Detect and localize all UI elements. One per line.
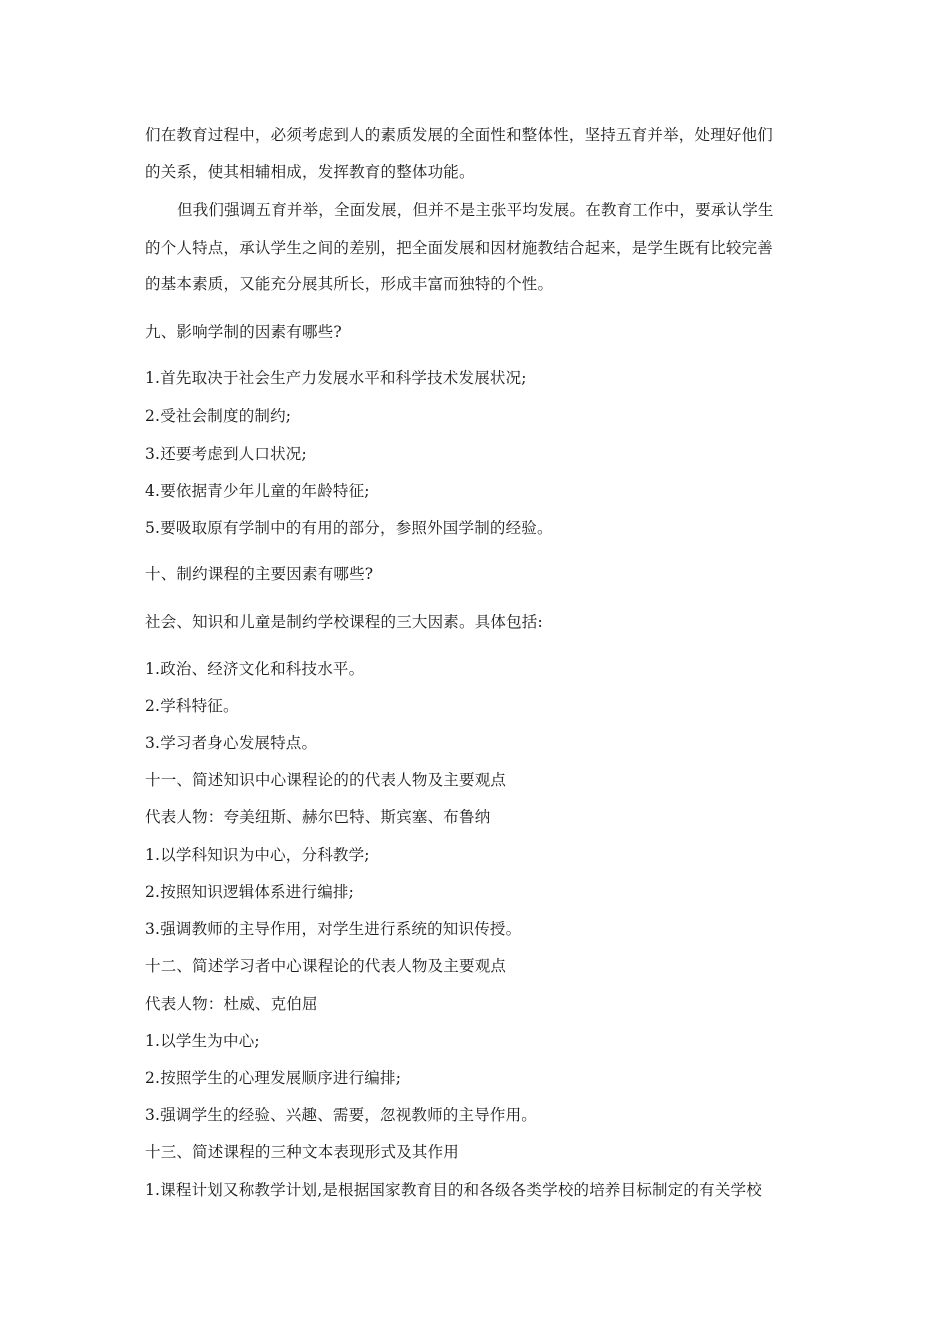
list-item: 1.以学生为中心;: [145, 1032, 260, 1050]
paragraph-line: 的个人特点，承认学生之间的差别，把全面发展和因材施教结合起来，是学生既有比较完善: [145, 239, 774, 257]
paragraph-line: 但我们强调五育并举，全面发展，但并不是主张平均发展。在教育工作中，要承认学生: [177, 201, 774, 219]
list-item: 2.按照学生的心理发展顺序进行编排;: [145, 1069, 402, 1087]
list-item: 2.按照知识逻辑体系进行编排;: [145, 883, 355, 901]
paragraph-line: 社会、知识和儿童是制约学校课程的三大因素。具体包括:: [145, 613, 543, 631]
list-item: 3.强调学生的经验、兴趣、需要，忽视教师的主导作用。: [145, 1106, 537, 1124]
list-item: 3.强调教师的主导作用，对学生进行系统的知识传授。: [145, 920, 522, 938]
list-item: 2.学科特征。: [145, 697, 239, 715]
list-item: 5.要吸取原有学制中的有用的部分，参照外国学制的经验。: [145, 519, 553, 537]
list-item: 2.受社会制度的制约;: [145, 407, 292, 425]
section-heading: 九、影响学制的因素有哪些?: [145, 323, 342, 341]
list-item: 3.还要考虑到人口状况;: [145, 445, 307, 463]
section-heading: 十一、简述知识中心课程论的的代表人物及主要观点: [145, 771, 507, 789]
paragraph-line: 的关系，使其相辅相成，发挥教育的整体功能。: [145, 163, 475, 181]
paragraph-line: 1.课程计划又称教学计划,是根据国家教育目的和各级各类学校的培养目标制定的有关学校: [145, 1181, 762, 1199]
paragraph-line: 代表人物：夸美纽斯、赫尔巴特、斯宾塞、布鲁纳: [145, 808, 491, 826]
paragraph-line: 代表人物：杜威、克伯屈: [145, 995, 318, 1013]
list-item: 3.学习者身心发展特点。: [145, 734, 318, 752]
list-item: 1.以学科知识为中心，分科教学;: [145, 846, 370, 864]
section-heading: 十二、简述学习者中心课程论的代表人物及主要观点: [145, 957, 507, 975]
list-item: 1.首先取决于社会生产力发展水平和科学技术发展状况;: [145, 369, 527, 387]
paragraph-line: 们在教育过程中，必须考虑到人的素质发展的全面性和整体性，坚持五育并举，处理好他们: [145, 126, 774, 144]
section-heading: 十三、简述课程的三种文本表现形式及其作用: [145, 1143, 460, 1161]
list-item: 1.政治、经济文化和科技水平。: [145, 660, 365, 678]
paragraph-line: 的基本素质，又能充分展其所长，形成丰富而独特的个性。: [145, 275, 554, 293]
list-item: 4.要依据青少年儿童的年龄特征;: [145, 482, 370, 500]
section-heading: 十、制约课程的主要因素有哪些?: [145, 565, 374, 583]
